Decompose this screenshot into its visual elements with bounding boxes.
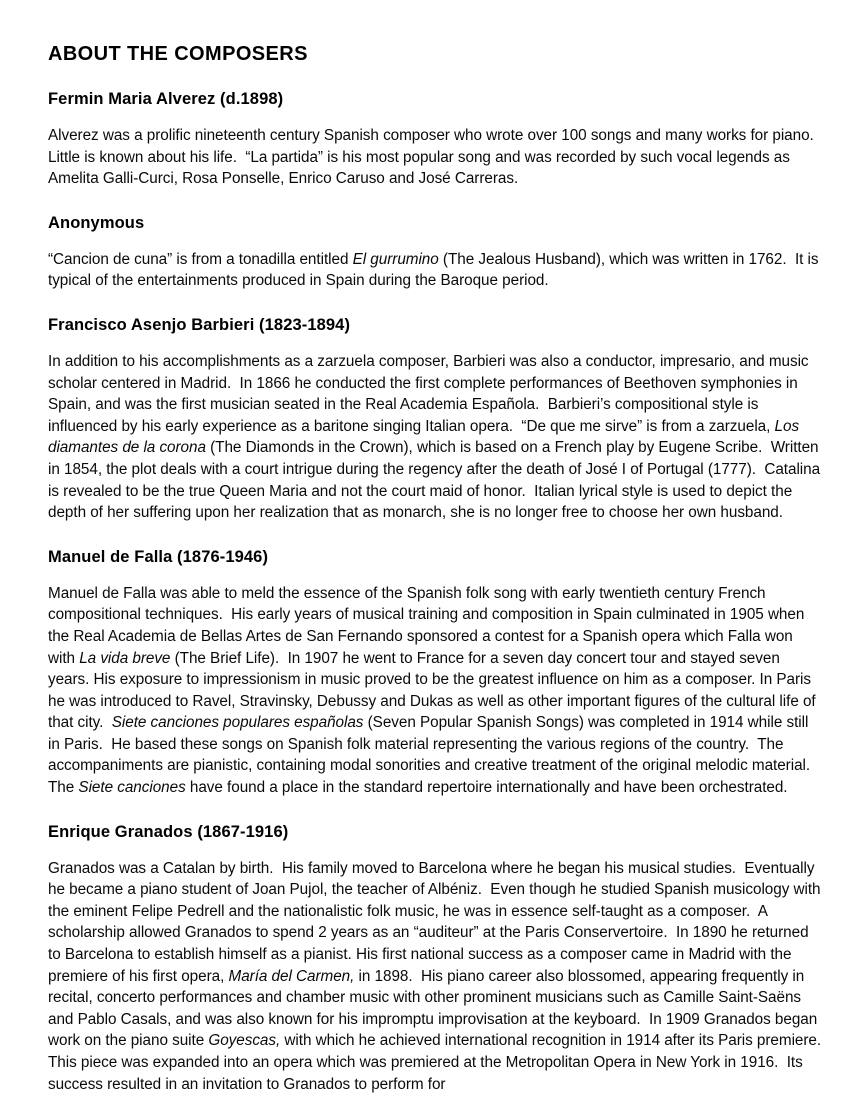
- italic-work-title: Siete canciones populares españolas: [111, 714, 364, 732]
- text-run: (Seven Popular Spanish Songs) was completed in 1914 while still in Paris. He based these songs on Spanish folk material representing the various regions of the country. The accompaniments are pianistic, containing modal sonorities and creative treatment of the original melodic material. The: [48, 714, 819, 797]
- composer-paragraph: [48, 858, 830, 1096]
- composer-section: [48, 213, 822, 292]
- italic-work-title: El gurrumino: [352, 250, 439, 268]
- composer-paragraph: [48, 125, 822, 190]
- text-run: (The Diamonds in the Crown), which is based on a French play by Eugene Scribe. Written in 1854, the plot deals with a court intrigue during the regency after the death of José I of Portugal (1777). Catalina is revealed to be the true Queen Maria and not the court maid of honor. Italian lyrical style is used to depict the depth of her suffering upon her realization that as monarch, she is no longer free to choose her own husband.: [48, 439, 825, 522]
- text-run: in 1898. His piano career also blossomed, appearing frequently in recital, concerto performances and chamber music with other prominent musicians such as Camille Saint-Saëns and Pablo Casals, and was also known for his impromptu improvisation at the keyboard. In 1909 Granados began work on the piano suite: [48, 967, 822, 1050]
- composer-paragraph: [48, 583, 822, 799]
- italic-work-title: Siete canciones: [78, 779, 186, 797]
- composer-paragraph: [48, 351, 825, 524]
- text-run: (The Brief Life). In 1907 he went to France for a seven day concert tour and stayed seven years. His exposure to impressionism in music proved to be the greatest influence on him as a composer. In Paris he was introduced to Ravel, Stravinsky, Debussy and Dukas as well as other important figures of the cultural life of that city.: [48, 649, 820, 732]
- text-run: “Cancion de cuna” is from a tonadilla entitled: [48, 250, 353, 268]
- composer-section: [48, 315, 825, 524]
- text-run: Manuel de Falla was able to meld the essence of the Spanish folk song with early twentieth century French compositional techniques. His early years of musical training and composition in Spain culminated in 1905 when the Real Academia de Bellas Artes de San Fernando sponsored a contest for a Spanish opera which Falla won with: [48, 584, 809, 667]
- composer-heading: Fermin Maria Alverez (d.1898): [48, 90, 284, 108]
- italic-work-title: La vida breve: [79, 649, 171, 667]
- composer-heading: Enrique Granados (1867-1916): [48, 822, 289, 841]
- text-run: with which he achieved international recognition in 1914 after its Paris premiere. This piece was expanded into an opera which was premiered at the Metropolitan Opera in New York in 1916. Its success resulted in an invitation to Granados to perform for: [48, 1032, 830, 1093]
- italic-work-title: Los diamantes de la corona: [48, 417, 804, 457]
- sections-container: [48, 89, 830, 1095]
- text-run: (The Jealous Husband), which was written in 1762. It is typical of the entertainments produced in Spain during the Baroque period.: [48, 250, 823, 290]
- italic-work-title: Goyescas,: [208, 1032, 281, 1050]
- composer-heading: Manuel de Falla (1876-1946): [48, 547, 269, 566]
- composer-section: [48, 822, 830, 1096]
- composer-section: [48, 89, 822, 190]
- composer-heading: Anonymous: [48, 213, 145, 232]
- text-run: Granados was a Catalan by birth. His family moved to Barcelona where he began his musical studies. Eventually he became a piano student of Joan Pujol, the teacher of Albéniz. Even though he studied Spanish musicology with the eminent Felipe Pedrell and the nationalistic folk music, he was in essence self-taught as a composer. A scholarship allowed Granados to spend 2 years as an “auditeur” at the Paris Conservertoire. In 1890 he returned to Barcelona to establish himself as a pianist. His first national success as a composer came in Madrid with the premiere of his first opera,: [48, 859, 825, 985]
- composer-section: [48, 547, 822, 799]
- composer-paragraph: [48, 249, 822, 292]
- composer-heading: Francisco Asenjo Barbieri (1823-1894): [48, 315, 351, 334]
- text-run: Alverez was a prolific nineteenth century Spanish composer who wrote over 100 songs and many works for piano. Little is known about his life. “La partida” is his most popular song and was recorded by such vocal legends as Amelita Galli-Curci, Rosa Ponselle, Enrico Caruso and José Carreras.: [48, 127, 818, 188]
- text-run: In addition to his accomplishments as a zarzuela composer, Barbieri was also a conductor, impresario, and music scholar centered in Madrid. In 1866 he conducted the first complete performances of Beethoven symphonies in Spain, and was the first musician seated in the Real Academia Española. Barbieri’s compositional style is influenced by his early experience as a baritone singing Italian opera. “De que me sirve” is from a zarzuela,: [48, 352, 813, 435]
- italic-work-title: María del Carmen,: [228, 967, 355, 985]
- text-run: have found a place in the standard repertoire internationally and have been orchestrated.: [185, 779, 788, 797]
- page-title: ABOUT THE COMPOSERS: [48, 43, 308, 65]
